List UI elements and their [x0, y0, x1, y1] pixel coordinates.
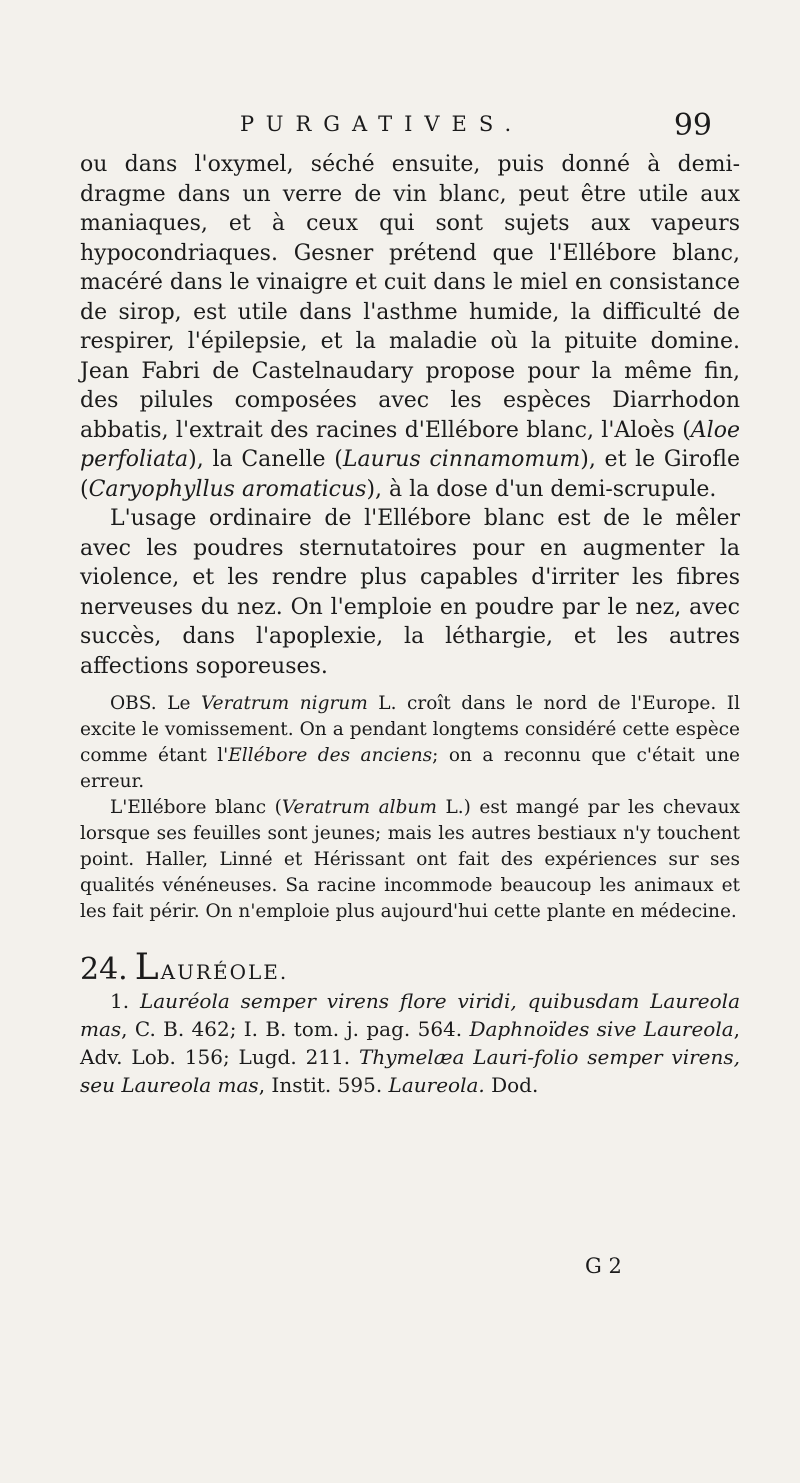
entry-synonyms: 1. Lauréola semper virens flore viridi, quibusdam Laureola mas, C. B. 462; I. B. tom. j. pag. 564. Daphnoïdes sive Laureola, Adv. Lob. 156; Lugd. 211. Thymelæa Lauri-folio semper virens, seu Laureola mas, Instit. 595. Laureola. Dod. [80, 989, 740, 1097]
entry-number: 24. [80, 952, 128, 987]
page-number: 99 [673, 108, 712, 143]
entry-heading [80, 947, 740, 988]
running-title: PURGATIVES. [240, 112, 524, 136]
observation-veratrum-nigrum: OBS. Le Veratrum nigrum L. croît dans le nord de l'Europe. Il excite le vomissement. On a pendant longtems considéré cette espèce comme étant l'Ellébore des anciens; on a reconnu que c'était une erreur. [80, 693, 741, 792]
observation-veratrum-album: L'Ellébore blanc (Veratrum album L.) est mangé par les chevaux lorsque ses feuilles sont jeunes; mais les autres bestiaux n'y touchent point. Haller, Linné et Hérissant ont fait des expériences sur ses qualités vénéneuses. Sa racine incommode beaucoup les animaux et les fait périr. On n'emploie plus aujourd'hui cette plante en médecine. [80, 797, 740, 922]
page-header [60, 108, 740, 156]
paragraph-sternutatory-use: L'usage ordinaire de l'Ellébore blanc est de le mêler avec les poudres sternutatoires pour en augmenter la violence, et les rendre plus capables d'irriter les fibres nerveuses du nez. On l'emploie en poudre par le nez, avec succès, dans l'apoplexie, la léthargie, et les autres affections soporeuses. [80, 506, 740, 679]
entry-laureole [80, 947, 740, 1099]
signature-mark: G 2 [585, 1254, 622, 1278]
entry-title: LAURÉOLE. [134, 947, 289, 988]
paragraph-ellebore-uses: ou dans l'oxymel, séché ensuite, puis donné à demi-dragme dans un verre de vin blanc, peut être utile aux maniaques, et à ceux qui sont sujets aux vapeurs hypocondriaques. Gesner prétend que l'Ellébore blanc, macéré dans le vinaigre et cuit dans le miel en consistance de sirop, est utile dans l'asthme humide, la difficulté de respirer, l'épilepsie, et la maladie où la pituite domine. Jean Fabri de Castelnaudary propose pour la même fin, des pilules composées avec les espèces Diarrhodon abbatis, l'extrait des racines d'Ellébore blanc, l'Aloès (Aloe perfoliata), la Canelle (Laurus cinnamomum), et le Girofle (Caryophyllus aromaticus), à la dose d'un demi-scrupule. [80, 152, 740, 502]
page-body [80, 150, 740, 1099]
